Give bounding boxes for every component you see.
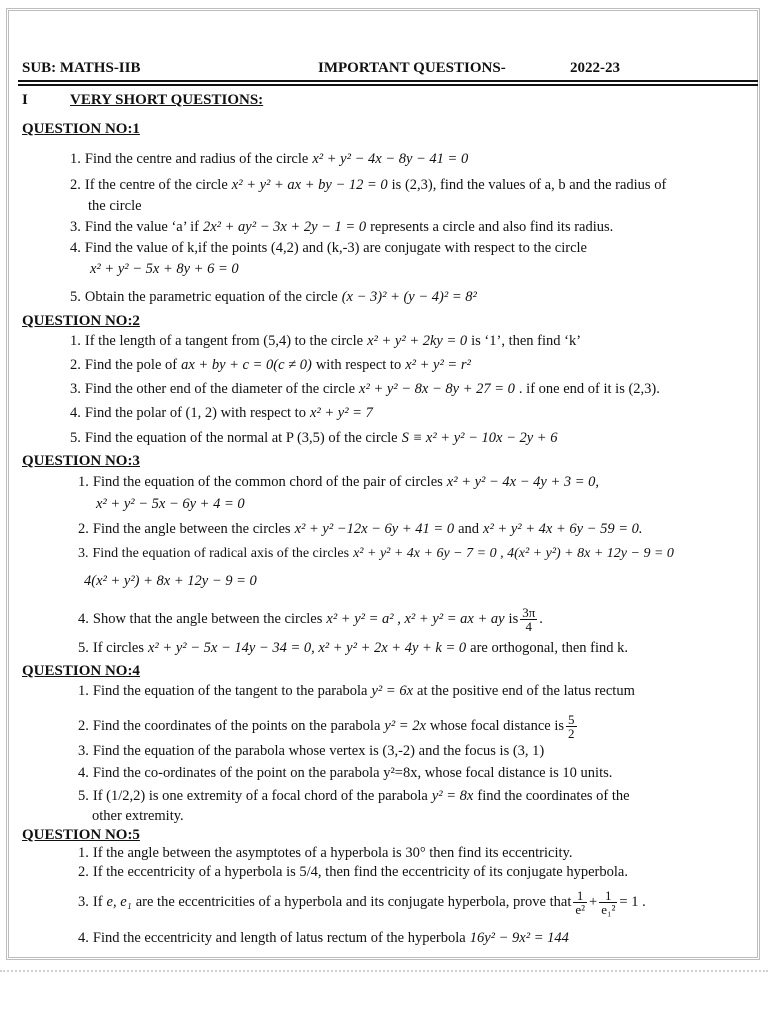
question-heading-1: QUESTION NO:1 (22, 121, 140, 137)
fraction-1-over-e-squared: $\frac{1}{\text{e²}}$ (575, 888, 586, 917)
q2-item-5: 5. Find the equation of the normal at P (3,5) of the circle S ≡ x² + y² − 10x − 2y + 6 (70, 430, 558, 446)
q3-item-3-continued: 4(x² + y²) + 8x + 12y − 9 = 0 (84, 573, 257, 589)
q1-item-4: 4. Find the value of k,if the points (4,2) and (k,-3) are conjugate with respect to the circle (70, 240, 587, 256)
section-title: VERY SHORT QUESTIONS: (70, 92, 264, 108)
q1-item-5: 5. Obtain the parametric equation of the circle (x − 3)² + (y − 4)² = 8² (70, 289, 477, 305)
q5-item-4: 4. Find the eccentricity and length of latus rectum of the hyperbola 16y² − 9x² = 144 (78, 930, 569, 946)
section-number: I (22, 92, 28, 108)
q1-item-1: 1. Find the centre and radius of the circle x² + y² − 4x − 8y − 41 = 0 (70, 151, 469, 167)
q3-item-2: 2. Find the angle between the circles x² + y² −12x − 6y + 41 = 0 and x² + y² + 4x + 6y − 59 = 0. (78, 521, 643, 537)
fraction-3pi-over-4: $\frac{3\pi}{4}$ (522, 605, 536, 634)
q4-item-1: 1. Find the equation of the tangent to the parabola y² = 6x at the positive end of the latus rectum (78, 683, 635, 699)
fraction-5-over-2: $\frac{5}{2}$ (568, 712, 575, 741)
academic-year: 2022-23 (570, 60, 620, 76)
q2-item-3: 3. Find the other end of the diameter of the circle x² + y² − 8x − 8y + 27 = 0 . if one end of it is (2,3). (70, 381, 660, 397)
q4-item-5: 5. If (1/2,2) is one extremity of a focal chord of the parabola y² = 8x find the coordinates of the (78, 788, 630, 804)
question-heading-4: QUESTION NO:4 (22, 663, 140, 679)
header-rule-bottom (18, 84, 758, 86)
q5-item-1: 1. If the angle between the asymptotes of a hyperbola is 30° then find its eccentricity. (78, 845, 573, 861)
question-heading-3: QUESTION NO:3 (22, 453, 140, 469)
q2-item-2: 2. Find the pole of ax + by + c = 0(c ≠ 0) with respect to x² + y² = r² (70, 357, 471, 373)
q2-item-4: 4. Find the polar of (1, 2) with respect to x² + y² = 7 (70, 405, 373, 421)
q3-item-3: 3. Find the equation of radical axis of the circles x² + y² + 4x + 6y − 7 = 0 , 4(x² + y²) + 8x + 12y − 9 = 0 (78, 546, 674, 561)
q4-item-5-continued: other extremity. (92, 808, 184, 824)
page-bottom-border (0, 970, 768, 982)
document-title: IMPORTANT QUESTIONS- (318, 60, 506, 76)
header-rule-top (18, 80, 758, 82)
question-heading-2: QUESTION NO:2 (22, 313, 140, 329)
q5-item-2: 2. If the eccentricity of a hyperbola is 5/4, then find the eccentricity of its conjugate hyperbola. (78, 864, 628, 880)
q4-item-4: 4. Find the co-ordinates of the point on the parabola y²=8x, whose focal distance is 10 units. (78, 765, 613, 781)
q3-item-4: 4. Show that the angle between the circles x² + y² = a² , x² + y² = ax + ay is $\frac{3\pi}{4}$ . (78, 605, 543, 634)
q3-item-1: 1. Find the equation of the common chord of the pair of circles x² + y² − 4x − 4y + 3 = 0, (78, 474, 600, 490)
q4-item-3: 3. Find the equation of the parabola whose vertex is (3,-2) and the focus is (3, 1) (78, 743, 545, 759)
q1-item-2-continued: the circle (88, 198, 142, 214)
fraction-1-over-e1-squared: $\frac{1}{\text{e₁²}}$ (601, 888, 616, 917)
subject-label: SUB: MATHS-IIB (22, 60, 141, 76)
q5-item-3: 3. If e, e₁ are the eccentricities of a hyperbola and its conjugate hyperbola, prove that $\frac{1}{\text{e²}}$ + $\frac{1}{\text{e₁²}}$ = 1 . (78, 888, 646, 917)
q1-item-3: 3. Find the value ‘a’ if 2x² + ay² − 3x + 2y − 1 = 0 represents a circle and also find its radius. (70, 219, 614, 235)
q1-item-4-continued: x² + y² − 5x + 8y + 6 = 0 (90, 261, 239, 277)
question-heading-5: QUESTION NO:5 (22, 827, 140, 843)
q1-item-2: 2. If the centre of the circle x² + y² + ax + by − 12 = 0 is (2,3), find the values of a, b and the radius of (70, 177, 667, 193)
q3-item-5: 5. If circles x² + y² − 5x − 14y − 34 = 0, x² + y² + 2x + 4y + k = 0 are orthogonal, then find k. (78, 640, 629, 656)
q3-item-1-continued: x² + y² − 5x − 6y + 4 = 0 (96, 496, 245, 512)
q4-item-2: 2. Find the coordinates of the points on the parabola y² = 2x whose focal distance is $\frac{5}{2}$ (78, 712, 575, 741)
q2-item-1: 1. If the length of a tangent from (5,4) to the circle x² + y² + 2ky = 0 is ‘1’, then find ‘k’ (70, 333, 582, 349)
